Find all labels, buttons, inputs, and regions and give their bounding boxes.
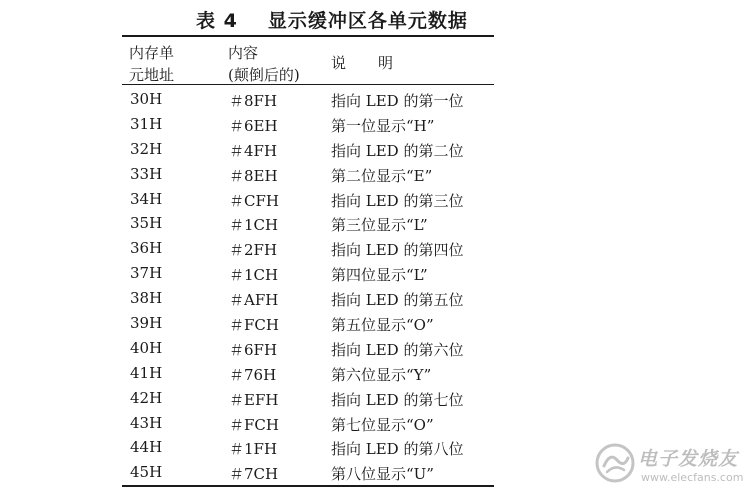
cell-address: 43H <box>130 413 163 432</box>
cell-value: ＃1CH <box>229 216 279 235</box>
table-row <box>0 312 743 337</box>
cell-value: ＃EFH <box>229 390 279 409</box>
cell-description: 第四位显示“L” <box>331 266 428 285</box>
header-address-line1: 内存单 <box>129 44 175 62</box>
cell-value: ＃6EH <box>229 116 278 135</box>
table-row <box>0 88 743 113</box>
cell-address: 45H <box>130 463 163 482</box>
cell-address: 40H <box>130 338 163 357</box>
table-row <box>0 138 743 163</box>
cell-address: 35H <box>130 214 163 233</box>
cell-value: ＃FCH <box>229 415 279 434</box>
table-row <box>0 212 743 237</box>
table-row <box>0 287 743 312</box>
watermark-url: www.elecfans.com <box>641 471 743 484</box>
table-body <box>0 88 743 486</box>
header-description <box>331 52 395 73</box>
cell-description: 指向 LED 的第七位 <box>331 390 464 409</box>
table-row <box>0 387 743 412</box>
table-row <box>0 113 743 138</box>
cell-description: 第七位显示“O” <box>331 415 434 434</box>
cell-address: 42H <box>130 388 163 407</box>
cell-value: ＃CFH <box>229 191 279 210</box>
cell-address: 30H <box>130 90 163 108</box>
cell-description: 指向 LED 的第二位 <box>331 141 464 160</box>
table-row <box>0 362 743 387</box>
table-row <box>0 188 743 213</box>
table-row <box>0 163 743 188</box>
cell-address: 32H <box>130 139 163 158</box>
cell-description: 指向 LED 的第一位 <box>331 92 464 110</box>
cell-value: ＃76H <box>229 365 277 384</box>
cell-address: 34H <box>130 189 163 208</box>
cell-description: 指向 LED 的第五位 <box>331 291 464 310</box>
table-bottom-rule <box>122 485 494 487</box>
cell-address: 41H <box>130 363 163 382</box>
cell-value: ＃1FH <box>229 440 278 459</box>
cell-description: 第二位显示“E” <box>331 166 433 185</box>
cell-description: 第八位显示“U” <box>331 465 434 484</box>
table-row <box>0 412 743 437</box>
cell-description: 第三位显示“L” <box>331 216 428 235</box>
watermark <box>594 442 743 488</box>
cell-address: 44H <box>130 438 163 457</box>
cell-value: ＃7CH <box>229 465 279 484</box>
cell-description: 指向 LED 的第三位 <box>331 191 464 210</box>
cell-value: ＃AFH <box>229 291 279 310</box>
table-header-rule <box>122 84 494 85</box>
cell-value: ＃4FH <box>229 141 278 160</box>
cell-value: ＃8FH <box>229 92 278 110</box>
header-address-line2: 元地址 <box>129 66 175 84</box>
cell-address: 31H <box>130 114 163 133</box>
table-title: 显示缓冲区各单元数据 <box>267 10 468 32</box>
cell-value: ＃8EH <box>229 166 278 185</box>
cell-value: ＃6FH <box>229 340 278 359</box>
cell-description: 第六位显示“Y” <box>331 365 432 384</box>
cell-address: 36H <box>130 239 163 258</box>
cell-address: 37H <box>130 264 163 283</box>
cell-description: 指向 LED 的第八位 <box>331 440 464 459</box>
table-caption <box>196 6 468 33</box>
header-content-line2: (颠倒后的) <box>228 66 300 84</box>
cell-description: 第一位显示“H” <box>331 116 435 135</box>
cell-value: ＃1CH <box>229 266 279 285</box>
watermark-title: 电子发烧友 <box>638 448 739 470</box>
cell-description: 指向 LED 的第六位 <box>331 340 464 359</box>
cell-address: 39H <box>130 314 163 333</box>
cell-address: 33H <box>130 164 163 183</box>
header-description-part1: 说 <box>331 54 349 72</box>
cell-address: 38H <box>130 289 163 308</box>
cell-value: ＃FCH <box>229 316 279 335</box>
elecfans-logo-icon <box>594 442 636 484</box>
cell-description: 指向 LED 的第四位 <box>331 241 464 260</box>
table-row <box>0 337 743 362</box>
table-number: 表 4 <box>196 10 238 32</box>
table-row <box>0 237 743 262</box>
header-content-line1: 内容 <box>228 44 259 62</box>
table-top-rule <box>122 35 494 37</box>
header-description-part2: 明 <box>378 54 396 72</box>
cell-value: ＃2FH <box>229 241 278 260</box>
table-row <box>0 262 743 287</box>
cell-description: 第五位显示“O” <box>331 316 434 335</box>
